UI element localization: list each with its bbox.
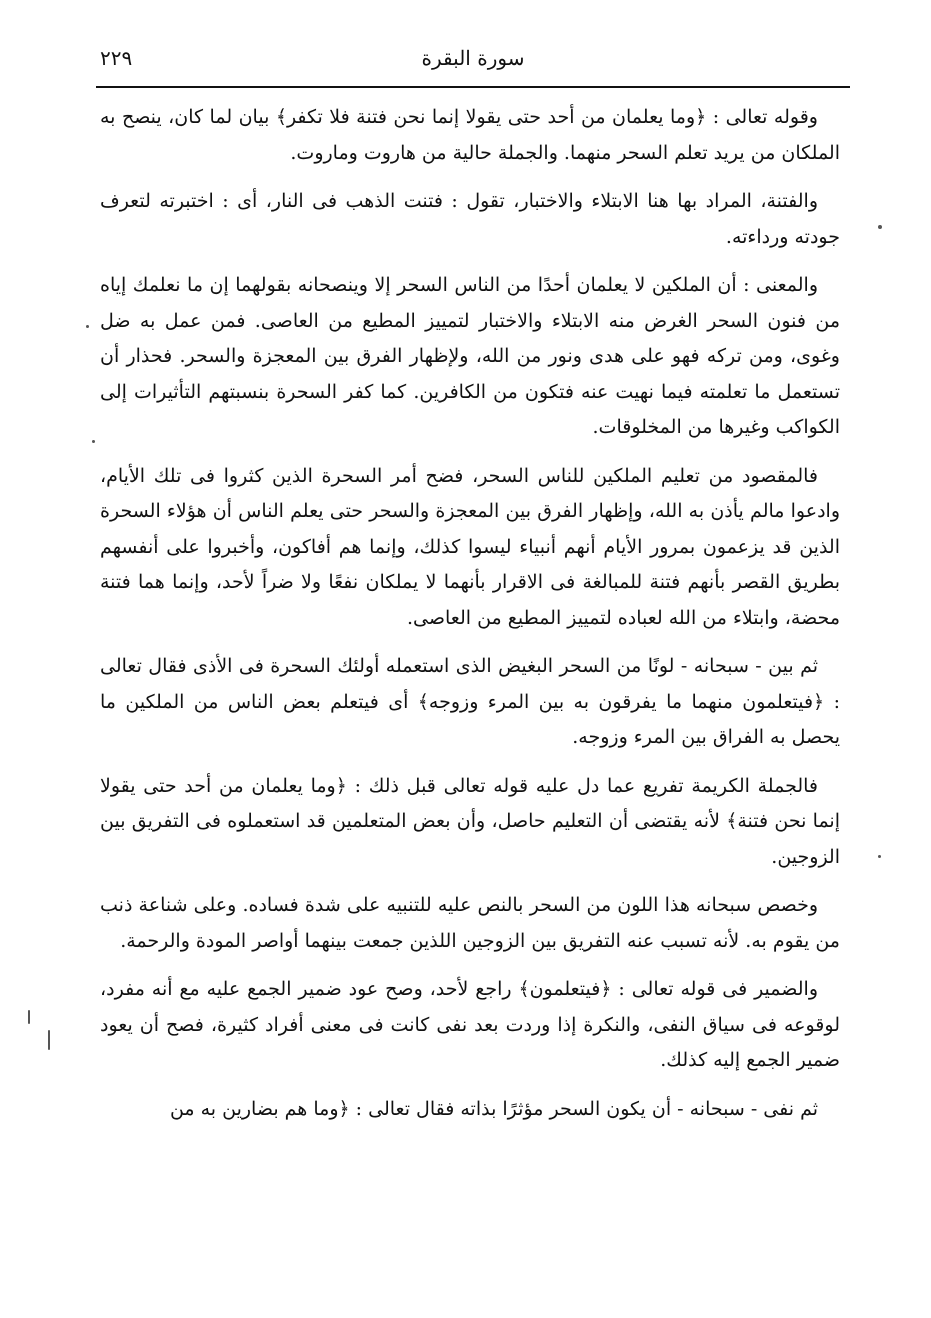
header-rule: [96, 86, 850, 88]
scan-speck: [878, 225, 882, 229]
running-title: سورة البقرة: [421, 46, 525, 70]
scan-speck: [878, 855, 881, 858]
page-header: [96, 42, 850, 86]
paragraph: فالمقصود من تعليم الملكين للناس السحر، فضح أمر السحرة الذين كثروا فى تلك الأيام، وادعوا مالم يأذن به الله، وإظهار الفرق بين المعجزة والسحر حتى يعلم الناس أن هؤلاء السحرة الذين قد يزعمون بمرور الأيام أنهم أنبياء ليسوا كذلك، وإنما هم أفاكون، وأخبروا على أنفسهم بطريق القصر بأنهم فتنة للمبالغة فى الاقرار بأنهما لا يملكان نفعًا ولا ضراً لأحد، وإنما هما فتنة محضة، وابتلاء من الله لعباده لتمييز المطيع من العاصى.: [100, 464, 840, 629]
paragraph: والفتنة، المراد بها هنا الابتلاء والاختبار، تقول : فتنت الذهب فى النار، أى : اختبرته لتعرف جودته ورداءته.: [100, 190, 840, 248]
paragraph: ثم بين - سبحانه - لونًا من السحر البغيض الذى استعمله أولئك السحرة فى الأذى فقال تعالى : ﴿فيتعلمون منهما ما يفرقون به بين المرء وزوجه﴾ أى فيتعلم بعض الناس من الملكين ما يحصل به الفراق بين المرء وزوجه.: [100, 655, 840, 748]
paragraph: ثم نفى - سبحانه - أن يكون السحر مؤثرًا بذاته فقال تعالى : ﴿وما هم بضارين به من: [169, 1097, 818, 1120]
paragraph: فالجملة الكريمة تفريع عما دل عليه قوله تعالى قبل ذلك : ﴿وما يعلمان من أحد حتى يقولا إنما نحن فتنة﴾ لأنه يقتضى أن التعليم حاصل، وأن بعض المتعلمين قد استعملوه فى التفريق بين الزوجين.: [100, 774, 840, 868]
body-text: [100, 100, 840, 1140]
paragraph: والضمير فى قوله تعالى : ﴿فيتعلمون﴾ راجع لأحد، وصح عود ضمير الجمع عليه مع أنه مفرد، لوقوعه فى سياق النفى، والنكرة إذا وردت بعد نفى كانت فى معنى أفراد كثيرة، فصح أن يعود ضمير الجمع إليه كذلك.: [100, 978, 840, 1071]
scan-speck: [92, 440, 95, 443]
scan-speck: [86, 325, 89, 328]
paragraph: والمعنى : أن الملكين لا يعلمان أحدًا من الناس السحر إلا وينصحانه بقولهما إن ما نعلمك إياه من فنون السحر الغرض منه الابتلاء والاختبار لتمييز المطيع من العاصى. فمن عمل به ضل وغوى، ومن تركه فهو على هدى ونور من الله، ولإظهار الفرق بين المعجزة والسحر. فحذار أن تستعمل ما تعلمته فيما نهيت عنه فتكون من الكافرين. كما كفر السحرة بنسبتهم التأثيرات إلى الكواكب وغيرها من المخلوقات.: [100, 274, 840, 438]
scan-speck: [28, 1010, 30, 1024]
paragraph: وخصص سبحانه هذا اللون من السحر بالنص عليه للتنبيه على شدة فساده. وعلى شناعة ذنب من يقوم به. لأنه تسبب عنه التفريق بين الزوجين اللذين جمعت بينهما أواصر المودة والرحمة.: [100, 894, 840, 952]
scan-speck: [48, 1030, 50, 1050]
paragraph: وقوله تعالى : ﴿وما يعلمان من أحد حتى يقولا إنما نحن فتنة فلا تكفر﴾ بيان لما كان، ينصح به الملكان من يريد تعلم السحر منهما. والجملة حالية من هاروت وماروت.: [100, 106, 840, 164]
page-number: ٢٢٩: [100, 46, 133, 70]
